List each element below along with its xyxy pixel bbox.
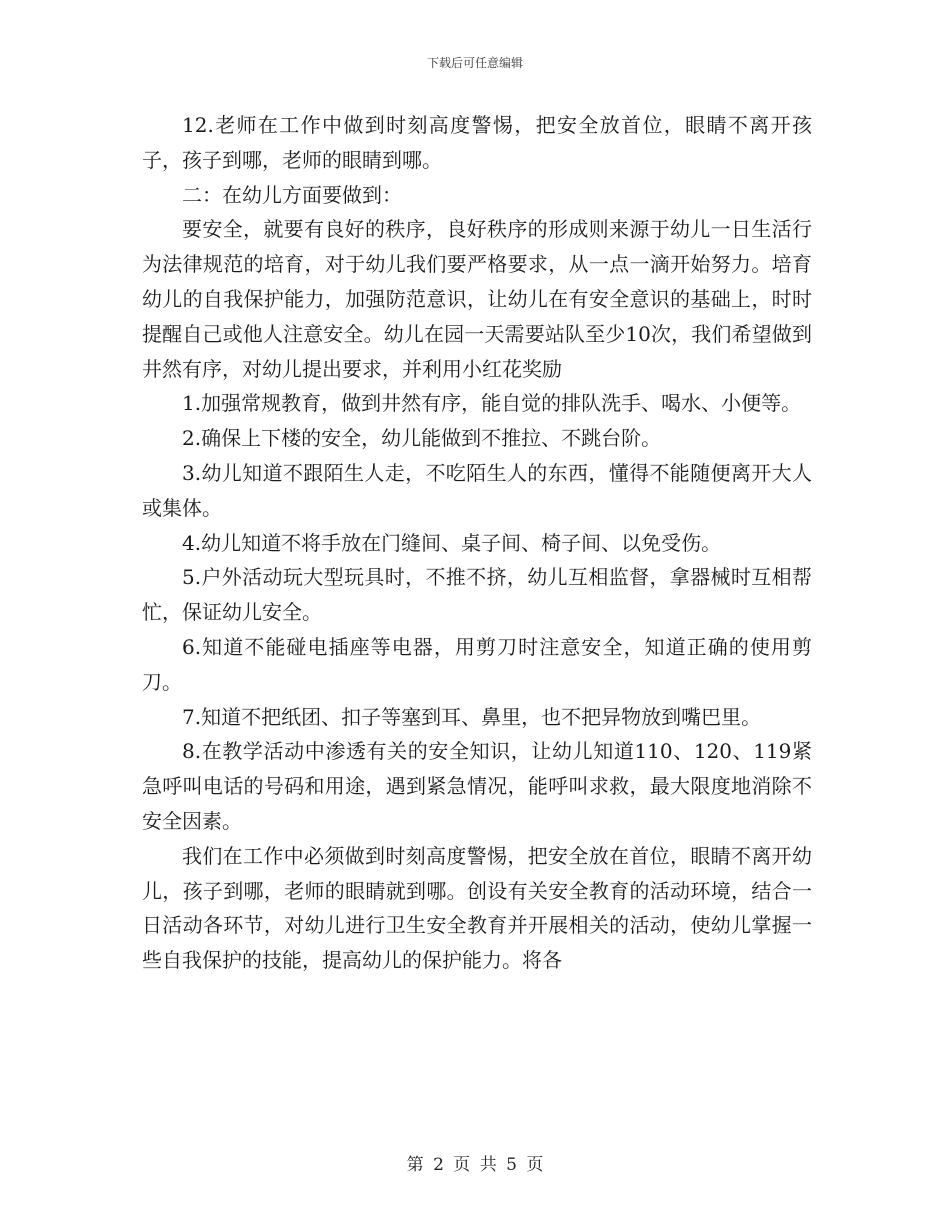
list-item-2: 2.确保上下楼的安全，幼儿能做到不推拉、不跳台阶。 xyxy=(182,426,662,451)
list-item-5: 5.户外活动玩大型玩具时，不推不挤，幼儿互相监督，拿器械时互相帮忙，保证幼儿安全。 xyxy=(142,565,812,625)
paragraph-conclusion: 我们在工作中必须做到时刻高度警惕，把安全放在首位，眼睛不离开幼儿，孩子到哪，老师的眼睛就到哪。创设有关安全教育的活动环境，结合一日活动各环节，对幼儿进行卫生安全教育并开展相关的活动，使幼儿掌握一些自我保护的技能，提高幼儿的保护能力。将各 xyxy=(142,843,812,973)
list-item-8: 8.在教学活动中渗透有关的安全知识，让幼儿知道110、120、119紧急呼叫电话的号码和用途，遇到紧急情况，能呼叫求救，最大限度地消除不安全因素。 xyxy=(142,739,812,833)
list-item-1: 1.加强常规教育，做到井然有序，能自觉的排队洗手、喝水、小便等。 xyxy=(182,391,802,416)
page-number-footer: 第 2 页 共 5 页 xyxy=(406,1155,544,1175)
page-header: 下载后可任意编辑 xyxy=(426,56,523,70)
section-heading-children: 二：在幼儿方面要做到： xyxy=(182,182,402,207)
paragraph-item-12: 12.老师在工作中做到时刻高度警惕，把安全放首位，眼睛不离开孩子，孩子到哪，老师的眼睛到哪。 xyxy=(142,113,812,172)
list-item-6: 6.知道不能碰电插座等电器，用剪刀时注意安全，知道正确的使用剪刀。 xyxy=(142,634,812,694)
document-body xyxy=(142,108,812,978)
list-item-3: 3.幼儿知道不跟陌生人走，不吃陌生人的东西，懂得不能随便离开大人或集体。 xyxy=(142,460,812,520)
paragraph-safety-order: 要安全，就要有良好的秩序，良好秩序的形成则来源于幼儿一日生活行为法律规范的培育，对于幼儿我们要严格要求，从一点一滴开始努力。培育幼儿的自我保护能力，加强防范意识，让幼儿在有安全意识的基础上，时时提醒自己或他人注意安全。幼儿在园一天需要站队至少10次，我们希望做到井然有序，对幼儿提出要求，并利用小红花奖励 xyxy=(142,217,812,381)
list-item-4: 4.幼儿知道不将手放在门缝间、桌子间、椅子间、以免受伤。 xyxy=(182,530,722,555)
list-item-7: 7.知道不把纸团、扣子等塞到耳、鼻里，也不把异物放到嘴巴里。 xyxy=(182,704,762,729)
